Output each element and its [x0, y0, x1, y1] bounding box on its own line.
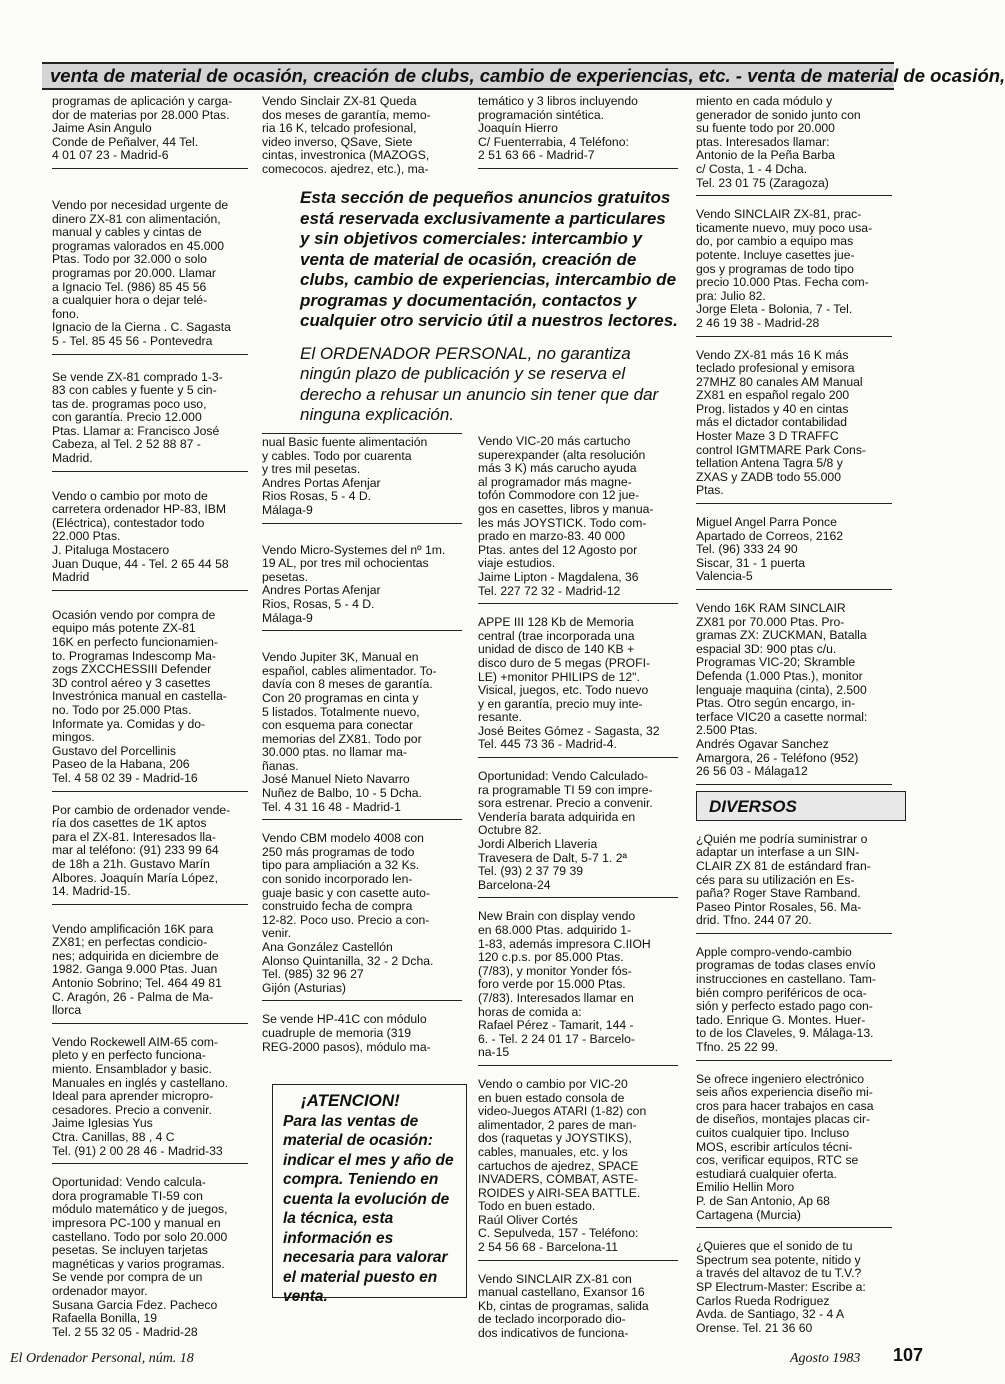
classified-ad: Vendo SINCLAIR ZX-81 con manual castellano, Exansor 16 Kb, cintas de programas, salida de teclado incorporado dio- dos indicativos de funciona- [478, 1271, 649, 1341]
classified-ad: New Brain con display vendo en 68.000 Ptas. adquirido 1- 1-83, además impresora C.IIOH 120 c.p.s. por 85.000 Ptas. (7/83), y monitor Yonder fós- foro verde por 15.000 Ptas. (7/83). Interesados llamar en horas de comida a: Rafael Pérez - Tamarit, 144 - 6. - Tel. 2 24 01 17 - Barcelo- na-15 [478, 908, 678, 1066]
column-2 [262, 433, 462, 1074]
classified-ad: Oportunidad: Vendo Calculado- ra programable TI 59 con impre- sora estrenar. Precio a convenir. Vendería barata adquirida en Octubre 82. Jordi Alberich Llaveria Travesera de Dalt, 5-7 1. 2ª Tel. (93) 2 37 79 39 Barcelona-24 [478, 768, 678, 898]
classified-ad: Vendo Sinclair ZX-81 Queda dos meses de garantía, memo- ria 16 K, telcado profesional, video inverso, QSave, Siete cintas, investronica (MAZOGS, comecocos. ajedrez, etc.), ma- [262, 94, 431, 176]
classified-ad: programas de aplicación y carga- dor de materias por 28.000 Ptas. Jaime Asin Angulo Conde de Peñalver, 44 Tel. 4 01 07 23 - Madrid-6 [52, 93, 248, 169]
classified-ad: ¿Quién me podría suministrar o adaptar un interfase a un SIN- CLAIR ZX 81 de estándard fran- cés para su utilización en Es- paña? Roger Stave Ramband. Paseo Pintor Rosales, 56. Ma- drid. Tfno. 244 07 20. [696, 831, 892, 934]
classified-ad: ¿Quieres que el sonido de tu Spectrum sea potente, nitido y a través del altavoz de tu T.V.? SP Electrum-Master: Escribe a: Carlos Rueda Rodriguez Avda. de Santiago, 32 - 4 A Orense. Tel. 21 36 60 [696, 1239, 866, 1335]
column-3 [478, 433, 678, 1341]
column-4 [696, 93, 892, 1335]
classified-ad: Vendo VIC-20 más cartucho superexpander (alta resolución más 3 K) más carucho ayuda al programador más magne- tofón Commodore con 12 jue- gos en casettes, libros y manua- les más JOYSTICK. Todo com- prado en marzo-83. 40 000 Ptas. antes del 12 Agosto por viaje estudios. Jaime Lipton - Magdalena, 36 Tel. 227 72 32 - Madrid-12 [478, 433, 678, 604]
diversos-heading: DIVERSOS [696, 791, 906, 821]
column-2-top [262, 93, 462, 175]
footer-date: Agosto 1983 [790, 1351, 861, 1366]
footer-publication: El Ordenador Personal, núm. 18 [10, 1351, 194, 1366]
classified-ad: Ocasión vendo por compra de equipo más potente ZX-81 16K en perfecto funcionamien- to. Programas Indescomp Ma- zogs ZXCCHESSIII Defender 3D control aéreo y 3 casettes Investrónica manual en castella- no. Todo por 25.000 Ptas. Informate ya. Comidas y do- mingos. Gustavo del Porcellinis Paseo de la Habana, 206 Tel. 4 58 02 39 - Madrid-16 [52, 607, 248, 792]
classified-ad: temático y 3 libros incluyendo programación sintética. Joaquín Hierro C/ Fuenterrabia, 4 Teléfono: 2 51 63 66 - Madrid-7 [478, 93, 678, 169]
banner-text: venta de material de ocasión, creación de clubs, cambio de experiencias, etc. - venta de material de ocasión, [50, 65, 1005, 86]
column-3-top [478, 93, 678, 175]
attention-text: Para las ventas de material de ocasión: indicar el mes y año de compra. Teniendo en cuenta la evolución de la técnica, esta información es necesaria para valorar el material puesto en venta. [283, 1112, 454, 1305]
notice-disclaimer: El ORDENADOR PERSONAL, no garantiza ningún plazo de publicación y se reserva el derecho a rehusar un anuncio sin tener que dar ninguna explicación. [300, 343, 659, 424]
classified-ad: Vendo o cambio por VIC-20 en buen estado consola de video-Juegos ATARI (1-82) con alimentador, 2 pares de man- dos (raquetas y JOYSTIKS), cables, manuales, etc. y los cartuchos de ajedrez, SPACE INVADERS, COMBAT, ASTE- ROIDES y AIRI-SEA BATTLE. Todo en buen estado. Raúl Oliver Cortés C. Sepulveda, 157 - Teléfono: 2 54 56 68 - Barcelona-11 [478, 1076, 678, 1261]
classified-ad: Miguel Angel Parra Ponce Apartado de Correos, 2162 Tel. (96) 333 24 90 Siscar, 31 - 1 puerta Valencia-5 [696, 514, 892, 590]
attention-box [272, 1084, 467, 1305]
classified-ad: Por cambio de ordenador vende- ría dos casettes de 1K aptos para el ZX-81. Interesados lla- mar al teléfono: (91) 233 99 64 de 18h a 21h. Gustavo Marín Albores. Joaquín María López, 14. Madrid-15. [52, 802, 248, 905]
classified-ad: Vendo 16K RAM SINCLAIR ZX81 por 70.000 Ptas. Pro- gramas ZX: ZUCKMAN, Batalla espacial 3D: 900 ptas c/u. Programas VIC-20; Skramble Defenda (1.000 Ptas.), monitor lenguaje maquina (cinta), 2.500 Ptas. Otro según encargo, in- terface VIC20 a casette normal: 2.500 Ptas. Andrés Ogavar Sanchez Amargora, 26 - Teléfono (952) 26 56 03 - Málaga12 [696, 600, 892, 785]
classified-ad: Vendo amplificación 16K para ZX81; en perfectas condicio- nes; adquirida en diciembre de 1982. Ganga 9.000 Ptas. Juan Antonio Sobrino; Tel. 464 49 81 C. Aragón, 26 - Palma de Ma- llorca [52, 921, 248, 1024]
classified-ad: Vendo Jupiter 3K, Manual en español, cables alimentador. To- davía con 8 meses de garantía. Con 20 programas en cinta y 5 listados. Totalmente nuevo, con esquema para conectar memorias del ZX81. Todo por 30.000 ptas. no llamar ma- ñanas. José Manuel Nieto Navarro Nuñez de Balbo, 10 - 5 Dcha. Tel. 4 31 16 48 - Madrid-1 [262, 649, 462, 820]
section-notice [300, 188, 678, 438]
section-banner [42, 62, 1005, 90]
classified-ad: APPE III 128 Kb de Memoria central (trae incorporada una unidad de disco de 140 KB + disco duro de 5 megas (PROFI- LE) +monitor PHILIPS de 12". Visical, juegos, etc. Todo nuevo y en garantía, precio muy inte- resante. José Beites Gómez - Sagasta, 32 Tel. 445 73 36 - Madrid-4. [478, 614, 678, 758]
classified-ad: Vendo por necesidad urgente de dinero ZX-81 con alimentación, manual y cables y cintas de programas valorados en 45.000 Ptas. Todo por 32.000 o solo programas por 20.000. Llamar a Ignacio Tel. (986) 85 45 56 a cualquier hora o dejar telé- fono. Ignacio de la Cierna . C. Sagasta 5 - Tel. 85 45 56 - Pontevedra [52, 197, 248, 355]
classified-ad: Vendo CBM modelo 4008 con 250 más programas de todo tipo para ampliación a 32 Ks. con sonido incorporado len- guaje basic y con casette auto- construido fecha de compra 12-82. Poco uso. Precio a con- venir. Ana González Castellón Alonso Quintanilla, 32 - 2 Dcha. Tel. (985) 32 96 27 Gijón (Asturias) [262, 830, 462, 1001]
attention-title: ¡ATENCION! [301, 1091, 400, 1110]
classified-ad: Se vende HP-41C con módulo cuadruple de memoria (319 REG-2000 pasos), módulo ma- [262, 1012, 431, 1054]
page-number: 107 [893, 1345, 924, 1365]
classified-ad: Apple compro-vendo-cambio programas de todas clases envío instrucciones en castellano. Tam- bién compro periféricos de oca- sión y perfecto estado pago con- tado. Enrique G. Montes. Huer- to de los Claveles, 9. Málaga-13. Tfno. 25 22 99. [696, 944, 892, 1061]
classified-ad: Oportunidad: Vendo calcula- dora programable TI-59 con módulo matemático y de juegos, impresora PC-100 y manual en castellano. Todo por solo 20.000 pesetas. Se incluyen tarjetas magnéticas y varios programas. Se vende por compra de un ordenador mayor. Susana Garcia Fdez. Pacheco Rafaella Bonilla, 19 Tel. 2 55 32 05 - Madrid-28 [52, 1175, 228, 1339]
classified-ad: Vendo SINCLAIR ZX-81, prac- ticamente nuevo, muy poco usa- do, por cambio a equipo mas potente. Incluye casettes jue- gos y programas de todo tipo precio 10.000 Ptas. Fecha com- pra: Julio 82. Jorge Eleta - Bolonia, 7 - Tel. 2 46 19 38 - Madrid-28 [696, 206, 892, 336]
classified-ad: Vendo ZX-81 más 16 K más teclado profesional y emisora 27MHZ 80 canales AM Manual ZX81 en español regalo 200 Prog. listados y 40 en cintas más el dictador contabilidad Hoster Maze 3 D TRAFFC control IGMTMARE Park Cons- tellation Antena Tagra 5/8 y ZXAS y ZADB todo 55.000 Ptas. [696, 347, 892, 505]
notice-paragraph: Esta sección de pequeños anuncios gratuitos está reservada exclusivamente a particulares y sin objetivos comerciales: intercambio y venta de material de ocasión, creación de clubs, cambio de experiencias, intercambio de programas y documentación, contactos y cualquier otro servicio útil a nuestros lectores. [300, 188, 678, 330]
classified-ad: Vendo o cambio por moto de carretera ordenador HP-83, IBM (Eléctrica), contestador todo 22.000 Ptas. J. Pitaluga Mostacero Juan Duque, 44 - Tel. 2 65 44 58 Madrid [52, 488, 248, 591]
classified-ad: Se ofrece ingeniero electrónico seis años experiencia diseño mi- cros para hacer trabajos en casa de diseños, montajes placas cir- cuitos cualquier tipo. Incluso MOS, escribir artículos técni- cos, verificar equipos, RTC se estudiará cualquier oferta. Emilio Hellin Moro P. de San Antonio, Ap 68 Cartagena (Murcia) [696, 1071, 892, 1229]
classified-ad: nual Basic fuente alimentación y cables. Todo por cuarenta y tres mil pesetas. Andres Portas Afenjar Rios Rosas, 5 - 4 D. Málaga-9 [262, 434, 462, 524]
classified-ad: Se vende ZX-81 comprado 1-3- 83 con cables y fuente y 5 cin- tas de. programas poco uso, con garantía. Precio 12.000 Ptas. Llamar a: Francisco José Cabeza, al Tel. 2 52 88 87 - Madrid. [52, 369, 248, 472]
classified-ad: Vendo Micro-Systemes del nº 1m. 19 AL, por tres mil ochocientas pesetas. Andres Portas Afenjar Rios, Rosas, 5 - 4 D. Málaga-9 [262, 542, 462, 632]
classified-ad: miento en cada módulo y generador de sonido junto con su fuente todo por 20.000 ptas. Interesados llamar: Antonio de la Peña Barba c/ Costa, 1 - 4 Dcha. Tel. 23 01 75 (Zaragoza) [696, 93, 892, 196]
classified-ad: Vendo Rockewell AIM-65 com- pleto y en perfecto funciona- miento. Ensamblador y basic. Manuales en inglés y castellano. Ideal para aprender micropro- cesadores. Precio a convenir. Jaime Iglesias Yus Ctra. Canillas, 88 , 4 C Tel. (91) 2 00 28 46 - Madrid-33 [52, 1034, 248, 1164]
column-1 [52, 93, 248, 1339]
